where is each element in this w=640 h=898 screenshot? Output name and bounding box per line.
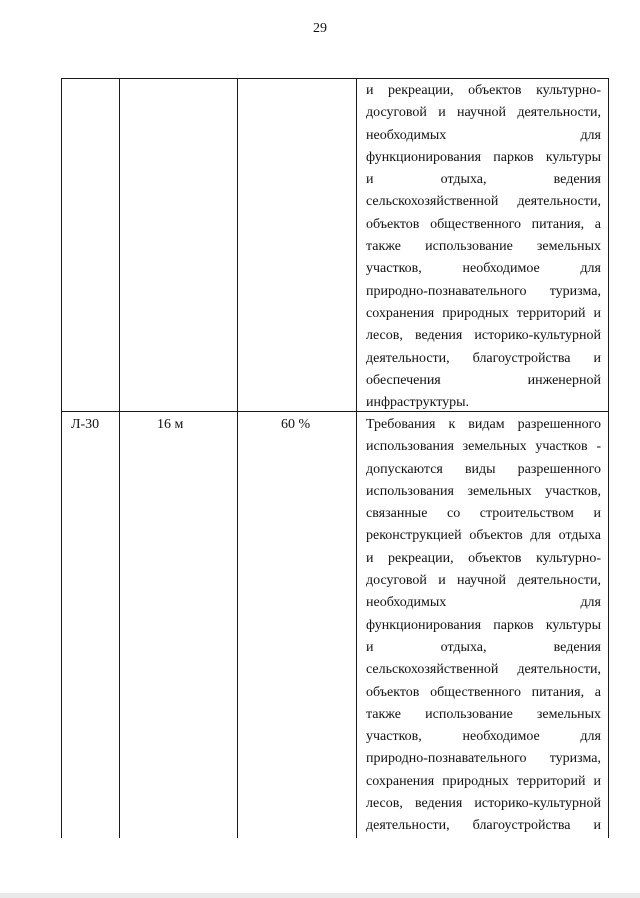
text-line [366,191,601,213]
word: рекреации, [388,550,454,566]
word: и [593,506,601,522]
text-line [366,637,601,659]
word: и [593,773,601,789]
word: для [580,729,601,745]
word: и [366,172,374,188]
word: лесов, [366,328,403,344]
word: виды [464,461,496,477]
word: лесов, [366,796,403,812]
word: и [438,105,446,121]
word: общественного [430,216,521,232]
word: культуры [545,617,601,633]
text-line [366,214,601,236]
text-line [366,258,601,280]
word: деятельности, [517,573,601,589]
word: благоустройства [472,350,571,366]
text-line [366,548,601,570]
word: объектов [469,528,523,544]
text-line [366,281,601,303]
word: строительством [479,506,574,522]
word: ведения [553,639,601,655]
word: для [580,595,601,611]
text-line [366,704,601,726]
word: научной [457,573,507,589]
row2-code: Л-30 [71,417,100,432]
word: сохранения [366,773,435,789]
text-line [366,682,601,704]
word: использования [366,483,454,499]
text-line [366,525,601,547]
word: для [580,261,601,277]
word: деятельности, [517,105,601,121]
word: деятельности, [366,818,450,834]
text-line [366,348,601,370]
word: отдыха, [440,172,487,188]
text-line [366,370,601,392]
text-line [366,659,601,681]
word: объектов [468,83,522,98]
word: историко-культурной [474,796,601,812]
word: функционирования [366,617,482,633]
word: земельных [536,706,601,722]
word: участков, [366,729,422,745]
word: туризма, [549,283,601,299]
word: использования [366,439,454,455]
column-divider-3 [356,78,357,838]
word: территорий [516,773,586,789]
word: питания, [531,216,585,232]
text-line [366,570,601,592]
word: а [594,216,601,232]
word: использование [425,239,513,255]
scan-bottom-edge [0,893,640,898]
word: сохранения [366,305,435,321]
page-number: 29 [313,21,327,36]
zoning-table [61,78,609,838]
row2-description [366,414,601,838]
word: и [438,573,446,589]
word: ведения [414,328,463,344]
word: к [448,417,456,432]
word: питания, [531,684,585,700]
table-border-left [61,78,62,838]
word: рекреации, [388,83,454,98]
text-line [366,392,601,414]
word: культурно- [536,550,601,566]
text-line [366,459,601,481]
word: участков, [366,261,422,277]
word: необходимое [462,729,540,745]
word: отдыха [558,528,601,544]
word: и [593,818,601,834]
word: досуговой [366,105,427,121]
word: земельных [462,439,527,455]
word: досуговой [366,573,427,589]
word: необходимых [366,595,447,611]
word: разрешенного [517,461,601,477]
word: допускаются [366,461,443,477]
word: научной [457,105,507,121]
text-line [366,303,601,325]
word: деятельности, [517,662,601,678]
word: культурно- [536,83,601,98]
text-line [366,325,601,347]
word: парков [493,617,534,633]
word: - [596,439,601,455]
text-line [366,748,601,770]
word: необходимых [366,127,447,143]
word: сельскохозяйственной [366,662,499,678]
word: Требования [366,417,436,432]
word: и [366,639,374,655]
word: природных [442,773,509,789]
word: земельных [467,483,532,499]
text-line [366,102,601,124]
word: а [594,684,601,700]
text-line [366,503,601,525]
word: природных [442,305,509,321]
text-line [366,80,601,102]
row2-percent: 60 % [281,417,311,432]
text-line [366,414,601,436]
text-line [366,147,601,169]
word: деятельности, [517,194,601,210]
word: территорий [516,305,586,321]
word: видам [468,417,505,432]
word: благоустройства [472,818,571,834]
word: культуры [545,149,601,165]
word: туризма, [549,751,601,767]
word: функционирования [366,149,482,165]
text-line [366,436,601,458]
word: связанные [366,506,428,522]
text-line [366,815,601,837]
word: также [366,239,402,255]
word: историко-культурной [474,328,601,344]
word: парков [493,149,534,165]
word: участков, [545,483,601,499]
word: обеспечения [366,372,441,388]
text-line [366,592,601,614]
word: ведения [553,172,601,188]
word: сельскохозяйственной [366,194,499,210]
table-border-right [608,78,609,838]
word: общественного [430,684,521,700]
row2-height: 16 м [157,417,184,432]
word: и [593,305,601,321]
word: необходимое [462,261,540,277]
column-divider-1 [119,78,120,838]
word: ведения [414,796,463,812]
row1-description [366,80,601,414]
word: также [366,706,402,722]
text-line [366,615,601,637]
word: и [593,350,601,366]
word: и [366,83,374,98]
text-line [366,771,601,793]
text-line [366,726,601,748]
word: для [580,127,601,143]
word: участков [535,439,588,455]
text-line [366,169,601,191]
word: объектов [468,550,522,566]
text-line [366,793,601,815]
word: инженерной [527,372,601,388]
text-line [366,481,601,503]
word: разрешенного [517,417,601,432]
word: земельных [536,239,601,255]
word: природно-познавательного [366,283,527,299]
word: и [366,550,374,566]
table-border-top [61,78,609,79]
word: деятельности, [366,350,450,366]
text-line [366,236,601,258]
word: инфраструктуры. [366,395,470,411]
word: объектов [366,216,420,232]
word: со [447,506,461,522]
word: реконструкцией [366,528,462,544]
word: природно-познавательного [366,751,527,767]
column-divider-2 [237,78,238,838]
word: использование [425,706,513,722]
word: отдыха, [440,639,487,655]
word: объектов [366,684,420,700]
word: для [530,528,551,544]
text-line [366,125,601,147]
